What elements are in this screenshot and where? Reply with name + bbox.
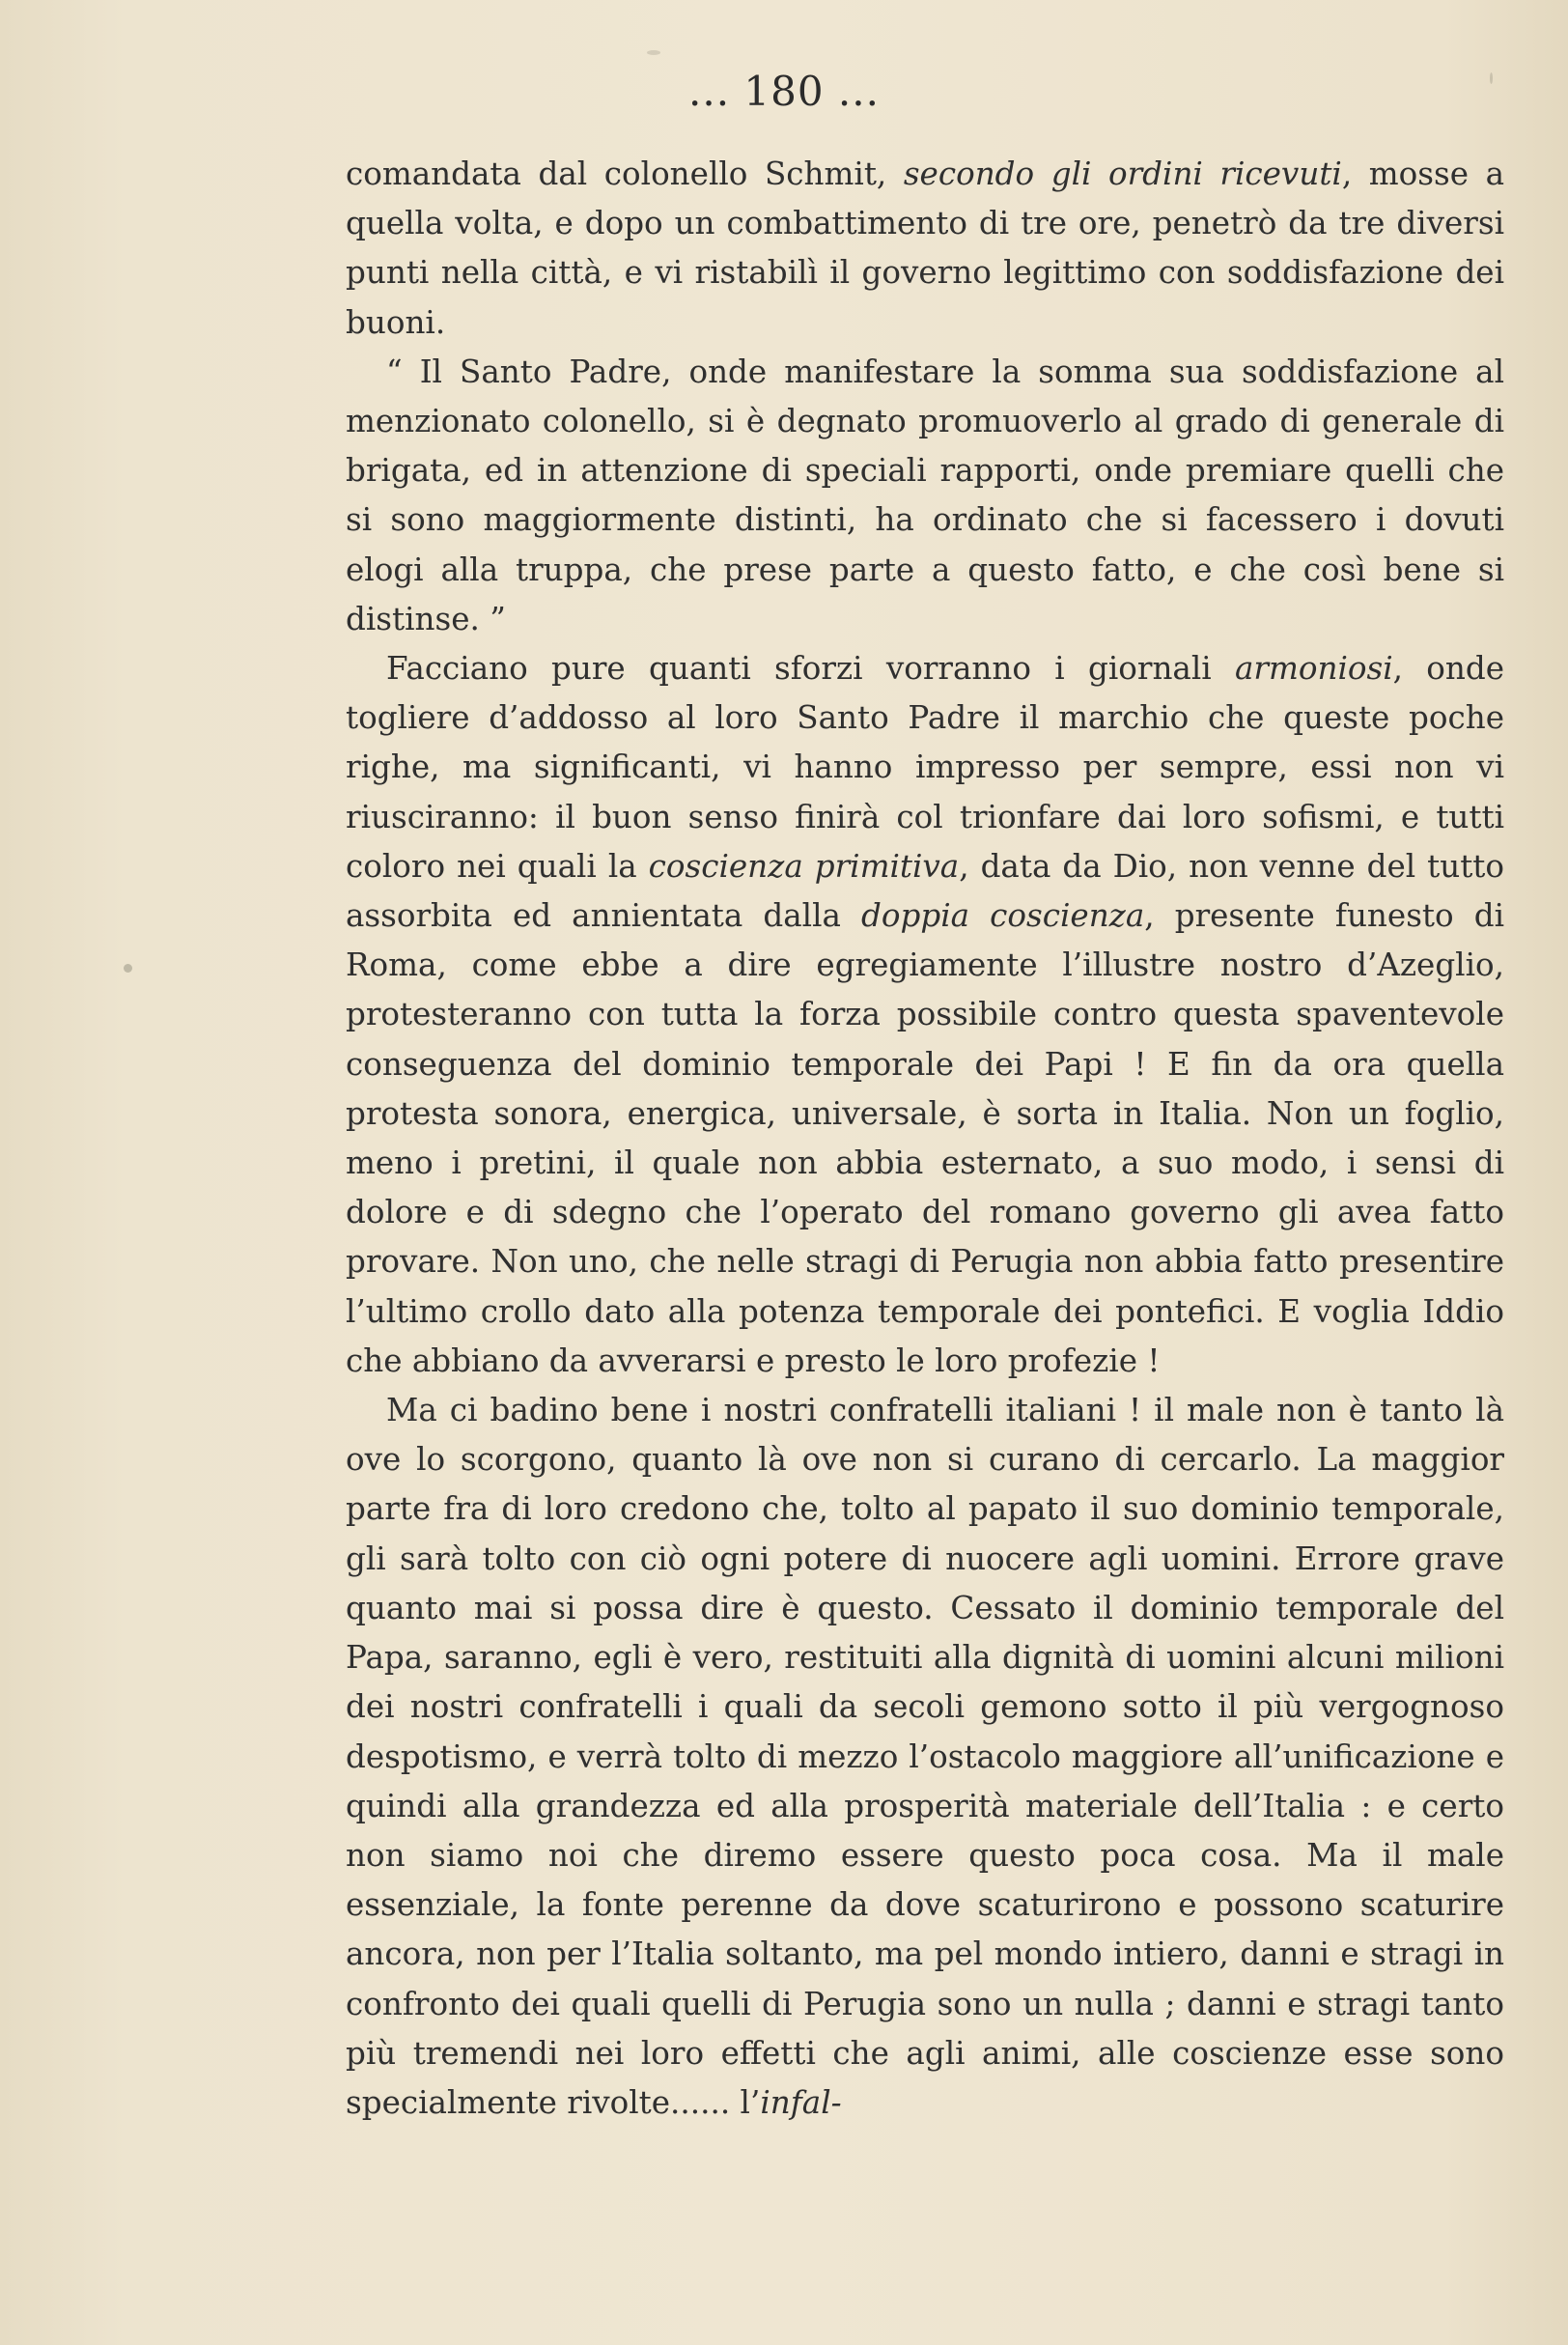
paper-speck bbox=[647, 50, 660, 55]
paragraph-2-quotation: “ Il Santo Padre, onde manifestare la somma sua soddisfazione al menzionato colonello, si è degnato promuoverlo al grado di generale di brigata, ed in attenzione di speciali rapporti, onde premiare quelli che si sono maggiormente distinti, ha ordinato che si facessero i dovuti elogi alla truppa, che prese parte a questo fatto, e che così bene si distinse. ” bbox=[346, 353, 1504, 637]
paper-speck bbox=[124, 964, 132, 973]
paragraph-3-italic-doppia-coscienza: doppia coscienza bbox=[861, 897, 1145, 935]
paragraph-3-italic-coscienza-primitiva: coscienza primitiva bbox=[648, 847, 960, 885]
paragraph-1-text-a: comandata dal colonello Schmit, bbox=[346, 155, 904, 192]
paragraph-4-italic-infal: infal- bbox=[760, 2083, 842, 2121]
paragraph-1-text-c: , mosse a quella volta, e dopo un combattimento di tre ore, penetrò da tre diversi punti nella città, e vi ristabilì il governo legittimo con soddisfazione dei buoni. bbox=[346, 155, 1504, 341]
paragraph-3-text-c: , onde togliere d’addosso al loro Santo Padre il marchio che queste poche righe, ma significanti, vi hanno impresso per sempre, essi non vi riusciranno: il buon senso finirà col trionfare dai loro sofismi, e tutti coloro nei quali la bbox=[346, 650, 1504, 885]
page-number: ... 180 ... bbox=[688, 68, 880, 115]
paragraph-1 bbox=[346, 150, 1504, 348]
paragraph-4-text-a: Ma ci badino bene i nostri confratelli italiani ! il male non è tanto là ove lo scorgono, quanto là ove non si curano di cercarlo. La maggior parte fra di loro credono che, tolto al papato il suo dominio temporale, gli sarà tolto con ciò ogni potere di nuocere agli uomini. Errore grave quanto mai si possa dire è questo. Cessato il dominio temporale del Papa, saranno, egli è vero, restituiti alla dignità di uomini alcuni milioni dei nostri confratelli i quali da secoli gemono sotto il più vergognoso despotismo, e verrà tolto di mezzo l’ostacolo maggiore all’unificazione e quindi alla grandezza ed alla prosperità materiale dell’Italia : e certo non siamo noi che diremo essere questo poca cosa. Ma il male essenziale, la fonte perenne da dove scaturirono e possono scaturire ancora, non per l’Italia soltanto, ma pel mondo intiero, danni e stragi in confronto dei quali quelli di Perugia sono un nulla ; danni e stragi tanto più tremendi nei loro effetti che agli animi, alle coscienze esse sono specialmente rivolte...... l’ bbox=[346, 1392, 1504, 2121]
paragraph-3-text-g: , presente funesto di Roma, come ebbe a dire egregiamente l’illustre nostro d’Azeglio, protesteranno con tutta la forza possibile contro questa spaventevole conseguenza del dominio temporale dei Papi ! E fin da ora quella protesta sonora, energica, universale, è sorta in Italia. Non un foglio, meno i pretini, il quale non abbia esternato, a suo modo, i sensi di dolore e di sdegno che l’operato del romano governo gli avea fatto provare. Non uno, che nelle stragi di Perugia non abbia fatto presentire l’ultimo crollo dato alla potenza temporale dei pontefici. E voglia Iddio che abbiano da avverarsi e presto le loro profezie ! bbox=[346, 897, 1505, 1379]
paragraph-4 bbox=[346, 1386, 1504, 2128]
paragraph-3-text-a: Facciano pure quanti sforzi vorranno i giornali bbox=[386, 650, 1235, 688]
paragraph-3-italic-armoniosi: armoniosi bbox=[1234, 650, 1393, 688]
page-body bbox=[346, 150, 1504, 2128]
paragraph-3-text-e: , data da Dio, non venne del tutto assorbita ed annientata dalla bbox=[346, 847, 1504, 935]
paragraph-1-italic: secondo gli ordini ricevuti bbox=[903, 155, 1342, 192]
paper-speck bbox=[1490, 72, 1493, 84]
paragraph-3 bbox=[346, 644, 1504, 1386]
